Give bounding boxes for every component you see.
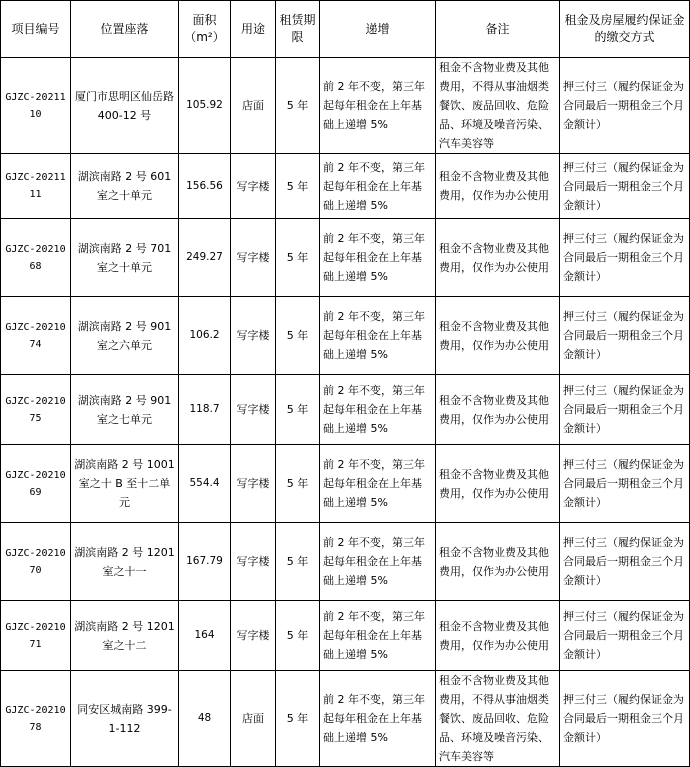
- item-increase: 前 2 年不变，第三年起每年租金在上年基础上递增 5%: [320, 375, 436, 445]
- item-note: 租金不含物业费及其他费用，仅作为办公使用: [436, 601, 560, 671]
- header-payment: 租金及房屋履约保证金的缴交方式: [560, 1, 690, 58]
- item-payment: 押三付三（履约保证金为合同最后一期租金三个月金额计）: [560, 523, 690, 601]
- item-code: GJZC-2021071: [1, 601, 71, 671]
- item-payment: 押三付三（履约保证金为合同最后一期租金三个月金额计）: [560, 154, 690, 219]
- table-row: [1, 375, 690, 445]
- item-note: 租金不含物业费及其他费用，仅作为办公使用: [436, 375, 560, 445]
- item-term: 5 年: [276, 445, 320, 523]
- item-code: GJZC-2021075: [1, 375, 71, 445]
- item-use: 店面: [231, 671, 276, 767]
- item-note: 租金不含物业费及其他费用，仅作为办公使用: [436, 154, 560, 219]
- item-code: GJZC-2021070: [1, 523, 71, 601]
- item-code: GJZC-2021068: [1, 219, 71, 297]
- item-area: 105.92: [179, 58, 231, 154]
- item-note: 租金不含物业费及其他费用，仅作为办公使用: [436, 523, 560, 601]
- item-use: 店面: [231, 58, 276, 154]
- item-term: 5 年: [276, 671, 320, 767]
- table-row: [1, 671, 690, 767]
- item-use: 写字楼: [231, 523, 276, 601]
- item-area: 164: [179, 601, 231, 671]
- item-increase: 前 2 年不变，第三年起每年租金在上年基础上递增 5%: [320, 523, 436, 601]
- table-row: [1, 154, 690, 219]
- item-increase: 前 2 年不变，第三年起每年租金在上年基础上递增 5%: [320, 671, 436, 767]
- item-area: 249.27: [179, 219, 231, 297]
- item-use: 写字楼: [231, 219, 276, 297]
- header-location: 位置座落: [71, 1, 179, 58]
- header-row: [1, 1, 690, 58]
- item-area: 167.79: [179, 523, 231, 601]
- item-area: 106.2: [179, 297, 231, 375]
- item-location: 厦门市思明区仙岳路 400-12 号: [71, 58, 179, 154]
- item-payment: 押三付三（履约保证金为合同最后一期租金三个月金额计）: [560, 297, 690, 375]
- item-increase: 前 2 年不变，第三年起每年租金在上年基础上递增 5%: [320, 601, 436, 671]
- item-increase: 前 2 年不变，第三年起每年租金在上年基础上递增 5%: [320, 58, 436, 154]
- table-row: [1, 601, 690, 671]
- item-code: GJZC-2021078: [1, 671, 71, 767]
- table-row: [1, 445, 690, 523]
- table-row: [1, 523, 690, 601]
- item-note: 租金不含物业费及其他费用，不得从事油烟类餐饮、废品回收、危险品、环境及噪音污染、汽车美容等: [436, 671, 560, 767]
- item-location: 湖滨南路 2 号 701 室之十单元: [71, 219, 179, 297]
- item-use: 写字楼: [231, 297, 276, 375]
- header-code: 项目编号: [1, 1, 71, 58]
- item-location: 湖滨南路 2 号 901 室之七单元: [71, 375, 179, 445]
- item-use: 写字楼: [231, 445, 276, 523]
- item-note: 租金不含物业费及其他费用，仅作为办公使用: [436, 297, 560, 375]
- item-note: 租金不含物业费及其他费用，不得从事油烟类餐饮、废品回收、危险品、环境及噪音污染、汽车美容等: [436, 58, 560, 154]
- item-term: 5 年: [276, 154, 320, 219]
- item-term: 5 年: [276, 219, 320, 297]
- item-increase: 前 2 年不变，第三年起每年租金在上年基础上递增 5%: [320, 219, 436, 297]
- item-area: 48: [179, 671, 231, 767]
- item-payment: 押三付三（履约保证金为合同最后一期租金三个月金额计）: [560, 58, 690, 154]
- item-location: 湖滨南路 2 号 1201 室之十二: [71, 601, 179, 671]
- header-term: 租赁期限: [276, 1, 320, 58]
- item-area: 554.4: [179, 445, 231, 523]
- item-increase: 前 2 年不变，第三年起每年租金在上年基础上递增 5%: [320, 154, 436, 219]
- item-term: 5 年: [276, 523, 320, 601]
- header-increase: 递增: [320, 1, 436, 58]
- item-note: 租金不含物业费及其他费用，仅作为办公使用: [436, 219, 560, 297]
- item-location: 湖滨南路 2 号 1001 室之十 B 至十二单元: [71, 445, 179, 523]
- item-payment: 押三付三（履约保证金为合同最后一期租金三个月金额计）: [560, 219, 690, 297]
- item-code: GJZC-2021074: [1, 297, 71, 375]
- item-area: 118.7: [179, 375, 231, 445]
- item-code: GJZC-2021069: [1, 445, 71, 523]
- table-row: [1, 219, 690, 297]
- item-payment: 押三付三（履约保证金为合同最后一期租金三个月金额计）: [560, 601, 690, 671]
- item-payment: 押三付三（履约保证金为合同最后一期租金三个月金额计）: [560, 445, 690, 523]
- item-area: 156.56: [179, 154, 231, 219]
- item-location: 湖滨南路 2 号 601 室之十单元: [71, 154, 179, 219]
- header-note: 备注: [436, 1, 560, 58]
- item-term: 5 年: [276, 58, 320, 154]
- table-row: [1, 58, 690, 154]
- item-term: 5 年: [276, 297, 320, 375]
- item-payment: 押三付三（履约保证金为合同最后一期租金三个月金额计）: [560, 375, 690, 445]
- item-increase: 前 2 年不变，第三年起每年租金在上年基础上递增 5%: [320, 297, 436, 375]
- item-note: 租金不含物业费及其他费用，仅作为办公使用: [436, 445, 560, 523]
- item-location: 同安区城南路 399-1-112: [71, 671, 179, 767]
- item-code: GJZC-2021110: [1, 58, 71, 154]
- item-increase: 前 2 年不变，第三年起每年租金在上年基础上递增 5%: [320, 445, 436, 523]
- item-location: 湖滨南路 2 号 901 室之六单元: [71, 297, 179, 375]
- item-term: 5 年: [276, 375, 320, 445]
- table-row: [1, 297, 690, 375]
- item-payment: 押三付三（履约保证金为合同最后一期租金三个月金额计）: [560, 671, 690, 767]
- item-use: 写字楼: [231, 601, 276, 671]
- header-use: 用途: [231, 1, 276, 58]
- item-use: 写字楼: [231, 375, 276, 445]
- header-area: 面积（m²）: [179, 1, 231, 58]
- item-use: 写字楼: [231, 154, 276, 219]
- item-location: 湖滨南路 2 号 1201 室之十一: [71, 523, 179, 601]
- item-code: GJZC-2021111: [1, 154, 71, 219]
- item-term: 5 年: [276, 601, 320, 671]
